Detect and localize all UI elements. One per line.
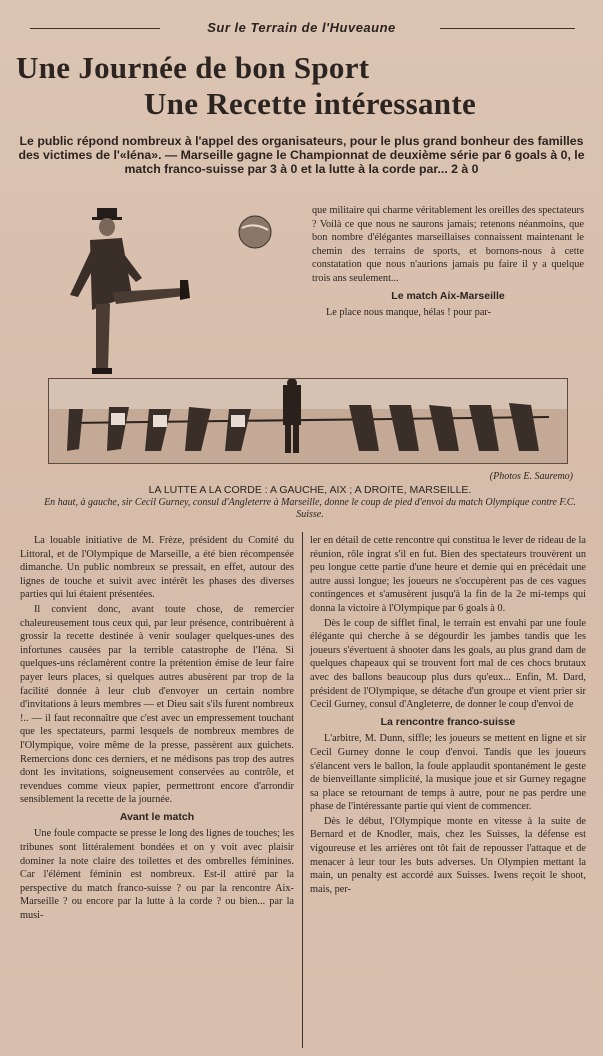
kickoff-illustration [52,200,302,378]
paragraph-referee: L'arbitre, M. Dunn, siffle; les joueurs se mettent en ligne et sir Cecil Gurney donne le coup d'envoi. Tandis que les joueurs s'élancent vers le ballon, la foule applaudit spontanément le geste de bienveillante simplicité, la musique joue et sir Gurney regagne sa place se retournant de temps à autre, pour ne pas perdre une phase de l'intéressante partie qui vient de commencer. [310,733,586,813]
photo-tug-of-war [48,378,568,464]
paragraph-final-whistle: Dès le coup de sifflet final, le terrain est envahi par une foule élégante qui cherche à se dégourdir les jambes tandis que les joueurs s'évertuent à shooter dans les goals, au plus grand dam de quelques chapeaux qui se trouvent fort mal de ces chocs brutaux avec des ballons beaucoup plus durs qu'eux... Enfin, M. Dard, président de l'Olympique, se détache d'un groupe et vient prier sir Cecil Gurney, consul d'Angleterre, de donner le coup d'envoi de [310,617,586,711]
headline-line-1: Une Journée de bon Sport [16,50,370,85]
photo-caption: LA LUTTE A LA CORDE : A GAUCHE, AIX ; A DROITE, MARSEILLE. [148,484,472,496]
paragraph-initiative: La louable initiative de M. Frèze, président du Comité du Littoral, et de l'Olympique de Marseille, a été bien récompensée dimanche. Un public nombreux se pressait, en effet, autour des lignes de touche et suivit avec intérêt les phases des diverses parties qui lui étaient présentées. [20,535,294,601]
section-heading-aix-marseille: Le match Aix-Marseille [391,289,505,302]
article-kicker: Sur le Terrain de l'Huveaune [207,20,396,35]
section-heading-avant-le-match: Avant le match [119,810,195,823]
left-main-column [20,534,294,924]
section-heading-franco-suisse: La rencontre franco-suisse [380,715,516,728]
photo-credit: (Photos E. Sauremo) [489,471,573,482]
paragraph-match-start: Dès le début, l'Olympique monte en vitesse à la suite de Bernard et de Knodler, mais, chez les Suisses, la défense est vigoureuse et les arrières ont tôt fait de repousser l'attaque et de menacer à leur tour les buts adverses. Un Olympien mettant la main, un penalty est accordé aux Suisses. Iwens reçoit le shoot, mais, per- [310,815,586,895]
paragraph-thanks: Il convient donc, avant toute chose, de remercier chaleureusement tous ceux qui, par leur présence, contribuèrent à grossir la recette destinée à venir soulager quelques-unes des infortunes causées par la terrible catastrophe de l'Iéna. Si quelques-uns réclamèrent contre la prétention émise de leur faire payer leurs places, si quelques autres abusèrent par trop de la facilité donnée à leur club d'envoyer un certain nombre d'invitations à leurs membres — et Dieu sait s'ils furent nombreux !.. — il faut reconnaître que c'est avec un empressement touchant que les spectateurs, parmi lesquels de nombreux membres de l'Olympique, voire même de la presse, passèrent aux guichets. Remercions donc ces derniers, et ne médisons pas trop des autres dont les invitations, soigneusement conservées au contrôle, et revendues comme vieux papier, permettront encore d'arrondir sensiblement la recette de la journée. [20,603,294,806]
tug-of-war-illustration [49,379,567,463]
photo-caption-detail: En haut, à gauche, sir Cecil Gurney, consul d'Angleterre à Marseille, donne le coup de pied d'envoi du match Olympique contre F.C. Suisse. [44,497,576,520]
kicker-rule-right [440,28,575,29]
column-divider [302,532,303,1048]
right-main-column [310,534,586,897]
photo-kickoff [52,200,302,378]
article-subhead: Le public répond nombreux à l'appel des organisateurs, pour le plus grand bonheur des familles des victimes de l'«Iéna». — Marseille gagne le Championnat de deuxième série par 6 goals à 0, le match franco-suisse par 3 à 0 et la lutte à la corde par... 2 à 0 [18,134,585,176]
right-top-column [312,204,584,321]
headline-line-2: Une Recette intéressante [144,86,477,121]
paragraph-aix-match-detail: ler en détail de cette rencontre qui constitua le lever de rideau de la réunion, rôle ingrat s'il en fut. Bien des spectateurs trouvèrent un peu longue cette partie d'une heure et demie qui en précédait une autre aussi longue; les joueurs ne s'occupèrent pas de ces vagues contingences et s'amusèrent jusqu'à la fin de la 2e mi-temps qui donna la victoire à l'Olympique par 6 goals à 0. [310,535,586,614]
paragraph-aix-intro: Le place nous manque, hélas ! pour par- [326,307,492,319]
paragraph-crowd-arrival: Une foule compacte se presse le long des lignes de touches; les tribunes sont littéralement bondées et on y voit avec plaisir dominer la note claire des toilettes et des ombrelles féminines. Car l'élément féminin est nombreux. Est-il attiré par la perspective du match franco-suisse ? ou par la rencontre Aix-Marseille ? ou encore par la lutte à la corde ? ou bien... par la musi- [20,828,294,922]
paragraph-crowd: que militaire qui charme véritablement les oreilles des spectateurs ? Voilà ce que nous ne saurons jamais; retenons néanmoins, que bon nombre d'élégantes marseillaises connaissent maintenant le chemin des terrains de sports, et bornons-nous à cette constatation que nous n'aurions jamais pu faire il y a quelque trois ans seulement... [312,205,584,284]
